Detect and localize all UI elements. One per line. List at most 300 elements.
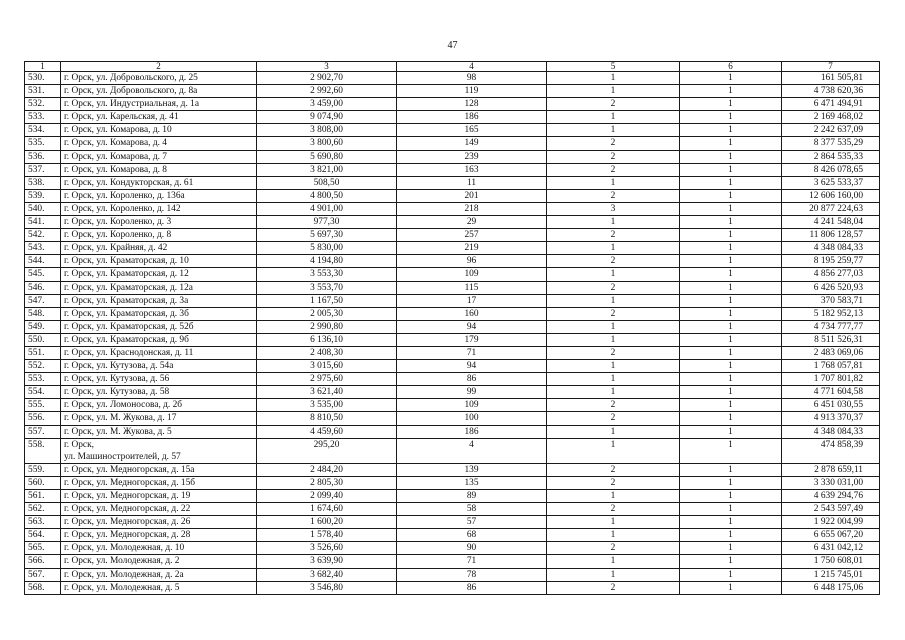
column-6-cell: 1 [680,163,782,176]
row-number-cell: 548. [25,307,61,320]
column-6-cell: 1 [680,438,782,463]
column-5-cell: 2 [547,163,680,176]
table-row [25,373,880,386]
address-line: г. Орск, ул. Молодежная, д. 2а [64,569,184,580]
address-line: г. Орск, ул. Короленко, д. 3 [64,217,172,228]
column-5-cell: 2 [547,255,680,268]
column-4-cell: 109 [397,268,547,281]
table-row [25,346,880,359]
address-cell [61,98,257,111]
column-4-cell: 165 [397,124,547,137]
housing-registry-table [24,61,880,595]
address-cell [61,333,257,346]
cost-cell: 2 543 597,49 [782,503,880,516]
column-6-cell: 1 [680,176,782,189]
cost-cell: 4 639 294,76 [782,490,880,503]
column-4-cell: 11 [397,176,547,189]
area-cell: 295,20 [257,438,397,463]
column-6-cell: 1 [680,202,782,215]
cost-cell: 6 431 042,12 [782,542,880,555]
area-cell: 5 690,80 [257,150,397,163]
area-cell: 4 194,80 [257,255,397,268]
address-line: г. Орск, ул. Краматорская, д. 3а [64,295,189,306]
cost-cell: 2 483 069,06 [782,346,880,359]
column-6-cell: 1 [680,373,782,386]
table-row [25,581,880,594]
table-row [25,307,880,320]
area-cell: 2 990,80 [257,320,397,333]
column-5-cell: 1 [547,72,680,85]
address-line: г. Орск, ул. Добровольского, д. 25 [64,73,198,83]
column-number-row [25,62,880,72]
area-cell: 3 526,60 [257,542,397,555]
column-5-cell: 1 [547,268,680,281]
row-number-cell: 552. [25,360,61,373]
table-row [25,216,880,229]
column-6-cell: 1 [680,307,782,320]
address-line: г. Орск, ул. Краматорская, д. 52б [64,321,194,332]
column-4-cell: 218 [397,202,547,215]
column-5-cell: 2 [547,307,680,320]
column-5-cell: 1 [547,529,680,542]
address-line: г. Орск, ул. М. Жукова, д. 5 [64,426,172,437]
area-cell: 2 902,70 [257,72,397,85]
address-line: г. Орск, ул. Краснодонская, д. 11 [64,347,194,358]
address-line: г. Орск, ул. Молодежная, д. 10 [64,543,185,554]
column-6-cell: 1 [680,150,782,163]
row-number-cell: 543. [25,242,61,255]
table-row [25,360,880,373]
address-cell [61,294,257,307]
row-number-cell: 554. [25,386,61,399]
column-header-5: 5 [547,62,680,72]
column-5-cell: 1 [547,373,680,386]
area-cell: 977,30 [257,216,397,229]
area-cell: 3 535,00 [257,399,397,412]
column-5-cell: 1 [547,438,680,463]
cost-cell: 2 864 535,33 [782,150,880,163]
address-line: г. Орск, ул. Краматорская, д. 12 [64,269,189,280]
address-cell [61,255,257,268]
area-cell: 5 830,00 [257,242,397,255]
column-6-cell: 1 [680,516,782,529]
column-6-cell: 1 [680,360,782,373]
cost-cell: 4 734 777,77 [782,320,880,333]
address-cell [61,176,257,189]
table-row [25,476,880,489]
column-5-cell: 2 [547,137,680,150]
row-number-cell: 536. [25,150,61,163]
column-6-cell: 1 [680,529,782,542]
address-cell [61,72,257,85]
cost-cell: 4 241 548,04 [782,216,880,229]
table-row [25,490,880,503]
area-cell: 2 805,30 [257,476,397,489]
column-5-cell: 2 [547,399,680,412]
address-cell [61,85,257,98]
column-5-cell: 1 [547,320,680,333]
address-cell [61,216,257,229]
table-row [25,242,880,255]
row-number-cell: 534. [25,124,61,137]
column-6-cell: 1 [680,229,782,242]
column-6-cell: 1 [680,255,782,268]
column-5-cell: 2 [547,463,680,476]
column-5-cell: 2 [547,412,680,425]
column-6-cell: 1 [680,425,782,438]
column-4-cell: 100 [397,412,547,425]
area-cell: 3 682,40 [257,568,397,581]
cost-cell: 4 771 604,58 [782,386,880,399]
row-number-cell: 567. [25,568,61,581]
address-cell [61,386,257,399]
cost-cell: 11 806 128,57 [782,229,880,242]
column-6-cell: 1 [680,281,782,294]
column-4-cell: 71 [397,346,547,359]
area-cell: 6 136,10 [257,333,397,346]
cost-cell: 3 625 533,37 [782,176,880,189]
column-6-cell: 1 [680,85,782,98]
row-number-cell: 550. [25,333,61,346]
column-4-cell: 109 [397,399,547,412]
column-4-cell: 160 [397,307,547,320]
address-cell [61,529,257,542]
column-5-cell: 1 [547,516,680,529]
address-cell [61,425,257,438]
address-cell [61,346,257,359]
area-cell: 3 553,30 [257,268,397,281]
row-number-cell: 541. [25,216,61,229]
table-row [25,463,880,476]
row-number-cell: 559. [25,463,61,476]
table-row [25,412,880,425]
row-number-cell: 566. [25,555,61,568]
address-cell [61,438,257,463]
column-4-cell: 128 [397,98,547,111]
address-line: г. Орск, ул. Кутузова, д. 54а [64,361,174,372]
address-cell [61,399,257,412]
area-cell: 1 674,60 [257,503,397,516]
column-6-cell: 1 [680,268,782,281]
column-6-cell: 1 [680,386,782,399]
table-row [25,98,880,111]
table-row [25,542,880,555]
area-cell: 3 546,80 [257,581,397,594]
column-6-cell: 1 [680,242,782,255]
cost-cell: 4 856 277,03 [782,268,880,281]
address-cell [61,229,257,242]
area-cell: 3 553,70 [257,281,397,294]
table-row [25,137,880,150]
address-line: ул. Машиностроителей, д. 57 [64,451,181,462]
column-6-cell: 1 [680,111,782,124]
address-cell [61,242,257,255]
column-6-cell: 1 [680,72,782,85]
column-4-cell: 86 [397,581,547,594]
column-5-cell: 2 [547,150,680,163]
area-cell: 4 901,00 [257,202,397,215]
cost-cell: 1 768 057,81 [782,360,880,373]
cost-cell: 2 242 637,09 [782,124,880,137]
column-4-cell: 135 [397,476,547,489]
column-5-cell: 1 [547,333,680,346]
column-4-cell: 139 [397,463,547,476]
address-cell [61,581,257,594]
column-6-cell: 1 [680,476,782,489]
address-line: г. Орск, ул. Комарова, д. 8 [64,164,167,175]
column-5-cell: 2 [547,229,680,242]
table-row [25,255,880,268]
cost-cell: 2 169 468,02 [782,111,880,124]
address-line: г. Орск, ул. Медногорская, д. 19 [64,491,191,501]
address-line: г. Орск, ул. Краматорская, д. 3б [64,308,189,319]
column-4-cell: 115 [397,281,547,294]
row-number-cell: 560. [25,476,61,489]
cost-cell: 4 348 084,33 [782,242,880,255]
column-4-cell: 57 [397,516,547,529]
column-4-cell: 186 [397,111,547,124]
cost-cell: 2 878 659,11 [782,463,880,476]
column-6-cell: 1 [680,320,782,333]
page-number: 47 [447,40,458,51]
cost-cell: 6 448 175,06 [782,581,880,594]
table-row [25,399,880,412]
table-row [25,320,880,333]
row-number-cell: 558. [25,438,61,463]
area-cell: 2 484,20 [257,463,397,476]
row-number-cell: 544. [25,255,61,268]
area-cell: 2 099,40 [257,490,397,503]
column-5-cell: 2 [547,346,680,359]
column-header-7: 7 [782,62,880,72]
column-5-cell: 1 [547,85,680,98]
column-6-cell: 1 [680,294,782,307]
cost-cell: 6 451 030,55 [782,399,880,412]
row-number-cell: 538. [25,176,61,189]
area-cell: 2 005,30 [257,307,397,320]
table-body [25,62,880,595]
table-row [25,333,880,346]
column-4-cell: 17 [397,294,547,307]
column-6-cell: 1 [680,463,782,476]
column-4-cell: 78 [397,568,547,581]
column-4-cell: 89 [397,490,547,503]
area-cell: 5 697,30 [257,229,397,242]
address-line: г. Орск, [64,439,94,450]
column-6-cell: 1 [680,399,782,412]
row-number-cell: 553. [25,373,61,386]
column-4-cell: 58 [397,503,547,516]
table-row [25,529,880,542]
column-header-4: 4 [397,62,547,72]
row-number-cell: 564. [25,529,61,542]
table-row [25,176,880,189]
column-4-cell: 29 [397,216,547,229]
cost-cell: 4 348 084,33 [782,425,880,438]
column-6-cell: 1 [680,503,782,516]
column-5-cell: 1 [547,216,680,229]
address-line: г. Орск, ул. Медногорская, д. 28 [64,530,191,541]
cost-cell: 4 913 370,37 [782,412,880,425]
address-cell [61,189,257,202]
address-line: г. Орск, ул. Короленко, д. 142 [64,203,181,214]
table-row [25,268,880,281]
column-5-cell: 2 [547,581,680,594]
column-4-cell: 86 [397,373,547,386]
column-4-cell: 90 [397,542,547,555]
table-row [25,111,880,124]
cost-cell: 6 655 067,20 [782,529,880,542]
row-number-cell: 537. [25,163,61,176]
column-4-cell: 257 [397,229,547,242]
column-5-cell: 2 [547,503,680,516]
address-cell [61,463,257,476]
table-row [25,425,880,438]
address-cell [61,373,257,386]
column-5-cell: 1 [547,124,680,137]
row-number-cell: 547. [25,294,61,307]
column-5-cell: 2 [547,542,680,555]
column-5-cell: 1 [547,242,680,255]
column-6-cell: 1 [680,490,782,503]
column-5-cell: 1 [547,568,680,581]
table-row [25,163,880,176]
row-number-cell: 562. [25,503,61,516]
column-6-cell: 1 [680,555,782,568]
row-number-cell: 557. [25,425,61,438]
column-5-cell: 1 [547,425,680,438]
address-line: г. Орск, ул. Кондукторская, д. 61 [64,177,194,188]
column-6-cell: 1 [680,412,782,425]
address-cell [61,268,257,281]
cost-cell: 8 377 535,29 [782,137,880,150]
column-5-cell: 2 [547,281,680,294]
column-4-cell: 94 [397,320,547,333]
column-4-cell: 4 [397,438,547,463]
row-number-cell: 565. [25,542,61,555]
table-row [25,568,880,581]
column-6-cell: 1 [680,216,782,229]
area-cell: 3 821,00 [257,163,397,176]
column-4-cell: 94 [397,360,547,373]
address-line: г. Орск, ул. Короленко, д. 8 [64,230,172,241]
column-6-cell: 1 [680,542,782,555]
table-row [25,72,880,85]
cost-cell: 6 426 520,93 [782,281,880,294]
address-line: г. Орск, ул. Медногорская, д. 15б [64,477,196,488]
area-cell: 3 015,60 [257,360,397,373]
table-row [25,281,880,294]
table-row [25,85,880,98]
cost-cell: 1 922 004,99 [782,516,880,529]
address-line: г. Орск, ул. Молодежная, д. 5 [64,582,180,593]
area-cell: 2 408,30 [257,346,397,359]
cost-cell: 3 330 031,00 [782,476,880,489]
address-line: г. Орск, ул. Медногорская, д. 15а [64,464,195,475]
row-number-cell: 531. [25,85,61,98]
column-header-3: 3 [257,62,397,72]
row-number-cell: 551. [25,346,61,359]
cost-cell: 474 858,39 [782,438,880,463]
cost-cell: 370 583,71 [782,294,880,307]
address-line: г. Орск, ул. Комарова, д. 4 [64,138,167,149]
row-number-cell: 561. [25,490,61,503]
column-6-cell: 1 [680,98,782,111]
column-4-cell: 239 [397,150,547,163]
address-cell [61,124,257,137]
table-row [25,555,880,568]
address-line: г. Орск, ул. Крайняя, д. 42 [64,243,168,254]
area-cell: 9 074,90 [257,111,397,124]
column-4-cell: 179 [397,333,547,346]
address-line: г. Орск, ул. Молодежная, д. 2 [64,556,180,567]
row-number-cell: 533. [25,111,61,124]
address-cell [61,503,257,516]
address-line: г. Орск, ул. Краматорская, д. 10 [64,256,189,267]
area-cell: 3 459,00 [257,98,397,111]
cost-cell: 1 707 801,82 [782,373,880,386]
column-6-cell: 1 [680,189,782,202]
address-cell [61,111,257,124]
area-cell: 1 600,20 [257,516,397,529]
address-cell [61,360,257,373]
address-cell [61,163,257,176]
column-4-cell: 149 [397,137,547,150]
column-4-cell: 219 [397,242,547,255]
cost-cell: 161 505,81 [782,72,880,85]
column-4-cell: 119 [397,85,547,98]
column-6-cell: 1 [680,124,782,137]
row-number-cell: 532. [25,98,61,111]
area-cell: 4 800,50 [257,189,397,202]
column-5-cell: 1 [547,490,680,503]
column-header-2: 2 [61,62,257,72]
address-cell [61,137,257,150]
column-5-cell: 1 [547,555,680,568]
address-cell [61,281,257,294]
column-6-cell: 1 [680,581,782,594]
column-4-cell: 71 [397,555,547,568]
area-cell: 3 808,00 [257,124,397,137]
column-4-cell: 96 [397,255,547,268]
table-row [25,124,880,137]
row-number-cell: 568. [25,581,61,594]
row-number-cell: 555. [25,399,61,412]
address-line: г. Орск, ул. Кутузова, д. 56 [64,374,170,385]
table-row [25,386,880,399]
address-cell [61,542,257,555]
area-cell: 3 800,60 [257,137,397,150]
address-line: г. Орск, ул. Короленко, д. 136а [64,190,185,201]
area-cell: 508,50 [257,176,397,189]
cost-cell: 1 750 608,01 [782,555,880,568]
area-cell: 2 975,60 [257,373,397,386]
address-line: г. Орск, ул. Ломоносова, д. 2б [64,400,183,411]
row-number-cell: 546. [25,281,61,294]
table-row [25,202,880,215]
row-number-cell: 542. [25,229,61,242]
table-row [25,189,880,202]
table-row [25,438,880,463]
column-5-cell: 1 [547,111,680,124]
row-number-cell: 530. [25,72,61,85]
column-4-cell: 68 [397,529,547,542]
column-5-cell: 1 [547,294,680,307]
row-number-cell: 540. [25,202,61,215]
column-4-cell: 98 [397,72,547,85]
address-cell [61,476,257,489]
area-cell: 8 810,50 [257,412,397,425]
